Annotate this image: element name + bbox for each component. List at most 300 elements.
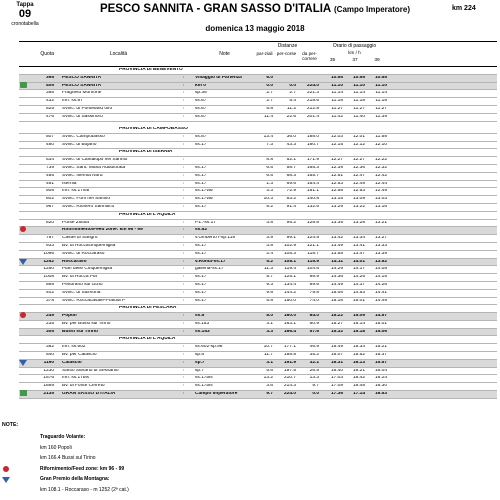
cell-note: ss.602-sp.98 bbox=[195, 345, 223, 350]
cell-quota: 378 bbox=[45, 298, 54, 303]
cell-time-3: 13.52 bbox=[374, 259, 387, 264]
cell-quota: 1669 bbox=[43, 384, 54, 389]
cell-quota: 534 bbox=[45, 158, 54, 163]
mountain-climb-icon bbox=[19, 359, 27, 365]
cell-localita: Bv. di Rocca Pia bbox=[62, 275, 97, 280]
col-distanze: Distanze bbox=[277, 43, 298, 49]
feed-zone-icon bbox=[19, 226, 27, 232]
cell-time-2: 13.41 bbox=[352, 243, 365, 248]
cell-time-2: 16.42 bbox=[352, 376, 365, 381]
cell-localita: Svinc. Sant. Maria Addolorata bbox=[62, 165, 126, 170]
stage-title: PESCO SANNITA - GRAN SASSO D'ITALIA bbox=[99, 3, 331, 15]
col-speed-3: 39 bbox=[374, 57, 380, 63]
cell-percorse: 150.0 bbox=[283, 298, 296, 303]
cell-parziali: 3.8 bbox=[266, 220, 273, 225]
cell-quota: 235 bbox=[45, 321, 54, 326]
cell-time-3: 11.58 bbox=[375, 134, 387, 139]
table-row bbox=[19, 196, 497, 204]
table-row bbox=[19, 251, 497, 259]
cell-direction-arrow: ↑ bbox=[182, 368, 185, 373]
cell-percorse: 95.2 bbox=[286, 220, 296, 225]
cell-quota: 1190 bbox=[43, 360, 54, 365]
cell-percorse: 125.1 bbox=[283, 275, 296, 280]
cell-da-percorrere: 98.9 bbox=[309, 275, 319, 280]
cell-percorse: 108.1 bbox=[283, 259, 296, 264]
cell-direction-arrow: ↑ bbox=[182, 314, 185, 319]
cell-direction-arrow: ↑ bbox=[182, 290, 185, 295]
cell-direction-arrow: ↑ bbox=[182, 243, 185, 248]
cell-parziali: 9.7 bbox=[266, 392, 273, 397]
table-row bbox=[19, 321, 497, 329]
col-orario: Orario di passaggio bbox=[332, 43, 377, 49]
cell-da-percorrere: 180.7 bbox=[306, 142, 319, 147]
note-icon-slot bbox=[2, 476, 18, 483]
cell-direction-arrow: ↑ bbox=[182, 106, 185, 111]
table-row bbox=[19, 375, 497, 383]
table-row bbox=[19, 383, 497, 391]
cell-percorse: 119.4 bbox=[284, 267, 296, 272]
row-icon bbox=[19, 82, 31, 91]
cell-direction-arrow: ↑ bbox=[182, 91, 185, 96]
cell-parziali: 9.8 bbox=[266, 290, 273, 295]
cell-note: ss.17bis bbox=[195, 384, 213, 389]
cell-time-2: 15.52 bbox=[352, 353, 365, 358]
cell-percorse: 102.9 bbox=[283, 243, 296, 248]
cell-direction-arrow: ↑ bbox=[182, 392, 185, 397]
cell-direction-arrow: ↑ bbox=[182, 298, 185, 303]
cell-note: ss.17 bbox=[195, 173, 207, 178]
cell-note: ss.17 bbox=[195, 142, 207, 147]
cell-time-1: 13.29 bbox=[330, 204, 343, 209]
cell-parziali: 6.6 bbox=[266, 165, 273, 170]
cell-time-1: 11.42 bbox=[331, 114, 343, 119]
cell-da-percorrere: 104.6 bbox=[306, 267, 319, 272]
cell-time-2: 13.09 bbox=[352, 197, 365, 202]
cell-parziali: 6.0 bbox=[266, 75, 273, 80]
cell-time-1: 14.36 bbox=[330, 275, 343, 280]
cell-time-1: 14.29 bbox=[330, 267, 343, 272]
cell-percorse: 197.5 bbox=[283, 368, 296, 373]
cell-percorse: 72.9 bbox=[286, 189, 296, 194]
cell-note: ss.87 bbox=[195, 99, 207, 104]
cell-quota: 1008 bbox=[43, 275, 54, 280]
cell-time-3: 14.08 bbox=[374, 267, 387, 272]
cell-da-percorrere: 140.8 bbox=[306, 197, 319, 202]
cell-direction-arrow: ↑ bbox=[182, 99, 185, 104]
table-row bbox=[19, 391, 497, 399]
cell-note: ss.17bis bbox=[195, 376, 213, 381]
cell-parziali: 2.7 bbox=[266, 99, 273, 104]
col-speed-1: 35 bbox=[329, 57, 336, 63]
cell-parziali: 10.3 bbox=[263, 197, 273, 202]
cell-time-2: 12.49 bbox=[352, 181, 365, 186]
stage-date: domenica 13 maggio 2018 bbox=[205, 23, 305, 33]
cell-note: sp.7 bbox=[195, 360, 205, 365]
table-row bbox=[19, 173, 497, 181]
cell-localita: Bv. di Roccacinquemiglia bbox=[62, 243, 116, 248]
cell-note: ss.17 bbox=[195, 181, 207, 186]
cell-note: ss.52 bbox=[195, 228, 208, 233]
table-row bbox=[19, 298, 497, 306]
cell-note: sp.36 bbox=[195, 91, 207, 96]
cell-parziali: 11.7 bbox=[264, 353, 273, 358]
cell-parziali: 13.2 bbox=[263, 376, 273, 381]
cell-da-percorrere: 212.8 bbox=[306, 106, 319, 111]
note-item bbox=[2, 443, 302, 454]
cell-localita: Isernia bbox=[62, 181, 77, 186]
cell-parziali: 1.3 bbox=[266, 181, 273, 186]
col-distanze-group bbox=[254, 42, 321, 66]
cell-percorse: 69.6 bbox=[286, 181, 296, 186]
cell-parziali: 5.7 bbox=[266, 275, 273, 280]
table-row bbox=[19, 290, 497, 298]
cell-quota: 2135 bbox=[43, 392, 54, 397]
note-text: Rifornimento/Feed zone: km 96 - 99 bbox=[40, 465, 125, 472]
table-row bbox=[19, 282, 497, 290]
cell-localita: Pian delle Cinquemiglia bbox=[62, 267, 113, 272]
cell-percorse: 22.6 bbox=[286, 114, 296, 119]
cell-time-1: 11.10 bbox=[331, 83, 343, 88]
cell-note: ss.17 bbox=[195, 282, 207, 287]
cell-percorse: 214.3 bbox=[283, 384, 296, 389]
note-icon-slot bbox=[2, 455, 18, 462]
cell-da-percorrere: 32.1 bbox=[309, 360, 319, 365]
stage-distance: km 224 bbox=[452, 5, 476, 12]
page-title bbox=[60, 4, 450, 33]
notes-list bbox=[2, 432, 302, 496]
cell-time-3: 12.49 bbox=[374, 189, 387, 194]
cell-time-1: 16.07 bbox=[330, 353, 343, 358]
note-text: km 166.4 Bussi sul Tirino bbox=[40, 455, 96, 462]
cell-da-percorrere: 64.0 bbox=[309, 314, 319, 319]
cell-direction-arrow: ↑ bbox=[182, 321, 185, 326]
cell-percorse: 68.3 bbox=[286, 173, 296, 178]
cell-percorse: 210.7 bbox=[283, 376, 296, 381]
cell-time-2: 15.34 bbox=[352, 345, 365, 350]
cell-localita: Ponte Zittola bbox=[62, 220, 89, 225]
cell-direction-arrow: ↑ bbox=[182, 158, 185, 163]
cell-percorse: 177.1 bbox=[283, 345, 296, 350]
cell-time-1: 11.14 bbox=[331, 91, 343, 96]
cell-note: ss.17 bbox=[195, 290, 207, 295]
cell-percorse: 191.9 bbox=[283, 360, 296, 365]
cell-localita: Santo Stefano di Sessanio bbox=[62, 368, 119, 373]
cell-time-3: 14.26 bbox=[374, 282, 387, 287]
cell-da-percorrere: 218.6 bbox=[306, 99, 319, 104]
col-percorse: per-corse bbox=[276, 51, 297, 56]
cell-localita: Svinc. di Sassinoro bbox=[62, 114, 103, 119]
province-label: PROVINCIA DI CAMPOBASSO bbox=[119, 126, 188, 131]
feed-zone-icon bbox=[2, 466, 10, 472]
cell-parziali: 13.4 bbox=[263, 134, 273, 139]
cell-da-percorrere: 128.8 bbox=[306, 220, 319, 225]
cell-parziali: 11.3 bbox=[264, 267, 273, 272]
cell-quota: 1096 bbox=[43, 251, 54, 256]
cell-time-3: 13.03 bbox=[374, 197, 387, 202]
cell-direction-arrow: ↑ bbox=[182, 329, 185, 334]
cell-localita: Popoli bbox=[62, 314, 77, 319]
province-label: PROVINCIA DI PESCARA bbox=[119, 306, 177, 311]
cell-quota: 476 bbox=[45, 114, 54, 119]
cell-time-3: 16.30 bbox=[374, 384, 387, 389]
cell-quota: 540 bbox=[45, 353, 54, 358]
cell-localita: Inn. ss.87 bbox=[62, 99, 83, 104]
cell-time-3: 12.32 bbox=[374, 165, 387, 170]
cell-time-1: 13.55 bbox=[330, 251, 343, 256]
row-icon bbox=[19, 312, 31, 321]
cell-direction-arrow: ↑ bbox=[182, 181, 185, 186]
cell-time-3: 15.06 bbox=[374, 329, 387, 334]
cell-direction-arrow: ↑ bbox=[182, 259, 185, 264]
cell-direction-arrow: ↑ bbox=[182, 251, 185, 256]
cell-time-1: 12.03 bbox=[330, 134, 343, 139]
cell-direction-arrow: ↑ bbox=[182, 353, 185, 358]
cell-localita: GRAN SASSO D'ITALIA bbox=[62, 392, 116, 397]
cell-da-percorrere: 35.2 bbox=[309, 353, 319, 358]
cell-time-2: 12.01 bbox=[352, 134, 365, 139]
cell-time-1: 17.03 bbox=[330, 376, 343, 381]
cell-time-1: 13.15 bbox=[330, 197, 343, 202]
cell-time-1: 14.49 bbox=[330, 282, 343, 287]
cell-da-percorrere: 60.9 bbox=[309, 321, 319, 326]
col-quota: Quota bbox=[40, 51, 54, 57]
cell-parziali: 3.1 bbox=[266, 321, 273, 326]
cell-time-1: 12.27 bbox=[330, 158, 343, 163]
cell-parziali: 0.0 bbox=[266, 83, 273, 88]
note-text: km 108.1 - Roccaraso - m 1252 (2ª cat.) bbox=[40, 486, 129, 493]
cell-quota: 569 bbox=[45, 282, 54, 287]
cell-percorse: 2.7 bbox=[289, 91, 296, 96]
cell-time-2: 12.12 bbox=[352, 142, 365, 147]
cell-localita: Svinc. Roccacasale-Pratola P bbox=[62, 298, 126, 303]
row-icon bbox=[19, 258, 31, 267]
cell-da-percorrere: 154.4 bbox=[306, 181, 319, 186]
timetable bbox=[19, 41, 497, 399]
cell-parziali: 8.8 bbox=[266, 158, 273, 163]
tappa-type: cronotabella bbox=[11, 21, 39, 27]
cell-time-2: 15.09 bbox=[352, 314, 365, 319]
cell-da-percorrere: 121.1 bbox=[306, 243, 319, 248]
table-row bbox=[19, 204, 497, 212]
cell-localita: Castel di Sangro bbox=[62, 236, 98, 241]
cell-note: ss.87 bbox=[195, 106, 207, 111]
cell-time-2: 12.27 bbox=[352, 158, 365, 163]
cell-time-3: 12.42 bbox=[374, 173, 387, 178]
cell-time-3: 13.39 bbox=[374, 251, 387, 256]
cell-note: v.Umberto I-sp.119 bbox=[195, 236, 236, 241]
cell-time-2: 12.36 bbox=[352, 165, 365, 170]
table-row bbox=[19, 243, 497, 251]
cell-time-1: 17.36 bbox=[330, 392, 343, 397]
cell-direction-arrow: ↑ bbox=[182, 228, 185, 233]
cell-localita: Inn. ss.602 bbox=[62, 345, 86, 350]
cell-time-3: 15.21 bbox=[374, 345, 387, 350]
cell-da-percorrere: 89.6 bbox=[309, 282, 319, 287]
cell-note: ss.17 bbox=[195, 275, 207, 280]
cell-percorse: 188.8 bbox=[283, 353, 296, 358]
cell-note: P.L.-ss.17 bbox=[195, 220, 216, 225]
cell-da-percorrere: 201.4 bbox=[306, 114, 319, 119]
table-row bbox=[19, 313, 497, 321]
mountain-climb-icon bbox=[2, 476, 10, 482]
cell-localita: PESCO SANNITA bbox=[62, 83, 102, 88]
cell-time-3: 14.15 bbox=[374, 275, 387, 280]
cell-direction-arrow: ↑ bbox=[182, 189, 185, 194]
cell-time-1: 11.27 bbox=[331, 106, 343, 111]
cell-da-percorrere: 165.3 bbox=[306, 165, 319, 170]
cell-time-3: 14.41 bbox=[374, 290, 387, 295]
cell-da-percorrere: 57.6 bbox=[309, 329, 319, 334]
cell-da-percorrere: 74.0 bbox=[309, 298, 319, 303]
cell-percorse: 83.2 bbox=[286, 197, 296, 202]
cell-direction-arrow: ↑ bbox=[182, 204, 185, 209]
table-row bbox=[19, 274, 497, 282]
cell-note: Villaggio di Partenza bbox=[195, 75, 242, 80]
note-icon-slot bbox=[2, 487, 18, 494]
cell-time-3: 13.33 bbox=[374, 243, 387, 248]
col-orario-group bbox=[321, 42, 388, 66]
cell-quota: 461 bbox=[45, 181, 54, 186]
cell-note: ss.17 bbox=[195, 243, 207, 248]
note-icon-slot bbox=[2, 434, 18, 441]
cell-percorse: 52.1 bbox=[286, 158, 296, 163]
cell-da-percorrere: 155.7 bbox=[306, 173, 319, 178]
cell-time-2: 16.21 bbox=[352, 368, 365, 373]
note-text: Traguardo Volante: bbox=[40, 434, 86, 440]
cell-time-3: 16.24 bbox=[374, 376, 387, 381]
cell-localita: Rifornimento/Feed zone: km 96 - 99 bbox=[62, 228, 143, 233]
table-row bbox=[19, 368, 497, 376]
cell-percorse: 0.0 bbox=[289, 83, 296, 88]
cell-quota: 382 bbox=[45, 345, 54, 350]
cell-note: ss.153 bbox=[195, 321, 210, 326]
cell-parziali: 5.6 bbox=[266, 368, 273, 373]
cell-localita: Bv. di Fonte Cerreto bbox=[62, 384, 105, 389]
col-parziali: par-ziali bbox=[256, 51, 273, 56]
tappa-number: 09 bbox=[18, 8, 32, 20]
cell-direction-arrow: ↑ bbox=[182, 114, 185, 119]
cell-parziali: 3.6 bbox=[266, 384, 273, 389]
table-row bbox=[19, 106, 497, 114]
cell-da-percorrere: 151.1 bbox=[306, 189, 319, 194]
cell-time-2: 17.14 bbox=[352, 392, 365, 397]
cell-time-3: 15.57 bbox=[374, 360, 387, 365]
cell-percorse: 105.3 bbox=[283, 251, 296, 256]
cell-time-3: 15.37 bbox=[374, 353, 387, 358]
cell-time-2: 13.28 bbox=[352, 220, 365, 225]
notes-title: NOTE: bbox=[2, 422, 19, 428]
cell-localita: Bv. per Calascio bbox=[62, 353, 97, 358]
cell-note: ss.17var bbox=[195, 189, 214, 194]
row-icon bbox=[19, 226, 31, 235]
cell-localita: Svinc. Isernia Nord bbox=[62, 173, 103, 178]
cell-parziali: 8.2 bbox=[266, 204, 273, 209]
cell-da-percorrere: 188.0 bbox=[306, 134, 319, 139]
cell-time-2: 14.37 bbox=[352, 282, 365, 287]
cell-time-3: 14.57 bbox=[374, 314, 387, 319]
cell-note: km 0 bbox=[195, 83, 206, 88]
table-row bbox=[19, 220, 497, 228]
cell-note: ss.5 bbox=[195, 314, 205, 319]
cell-da-percorrere: 224.0 bbox=[306, 83, 319, 88]
cell-time-2: 14.25 bbox=[352, 275, 365, 280]
cell-time-1: 15.32 bbox=[330, 329, 343, 334]
cell-time-3: 14.49 bbox=[374, 298, 387, 303]
feed-zone-icon bbox=[19, 312, 27, 318]
cell-parziali: 2.4 bbox=[266, 251, 273, 256]
province-label: PROVINCIA DI L'AQUILA bbox=[119, 212, 176, 217]
cell-percorse: 166.4 bbox=[283, 329, 296, 334]
cell-quota: 1252 bbox=[43, 259, 54, 264]
cell-localita: Bv. per Bussi sul Tirino bbox=[62, 321, 111, 326]
cell-da-percorrere: 132.6 bbox=[306, 204, 319, 209]
tappa-label: Tappa bbox=[16, 2, 34, 8]
cell-percorse: 163.1 bbox=[283, 321, 296, 326]
note-text: Gran Premio della Montagna: bbox=[40, 476, 110, 483]
cell-direction-arrow: ↑ bbox=[182, 83, 185, 88]
note-icon-slot bbox=[2, 466, 18, 473]
cell-da-percorrere: 221.3 bbox=[306, 91, 319, 96]
cell-quota: 395 bbox=[45, 75, 54, 80]
cell-quota: 485 bbox=[45, 173, 54, 178]
cell-da-percorrere: 0.0 bbox=[312, 392, 319, 397]
cell-percorse: 5.4 bbox=[289, 99, 296, 104]
table-row bbox=[19, 165, 497, 173]
cell-localita: Svinc. di Sulmona bbox=[62, 290, 101, 295]
cell-parziali: 3.1 bbox=[266, 360, 273, 365]
cell-note: sp.8 bbox=[195, 353, 205, 358]
col-da-percorrere: da per-correre bbox=[302, 51, 317, 62]
cell-direction-arrow: ↑ bbox=[182, 275, 185, 280]
cell-note: ss.17 bbox=[195, 251, 207, 256]
table-row bbox=[19, 329, 497, 337]
table-row bbox=[19, 98, 497, 106]
cell-da-percorrere: 26.5 bbox=[309, 368, 319, 373]
cell-quota: 967 bbox=[45, 204, 54, 209]
cell-quota: 402 bbox=[45, 290, 54, 295]
cell-quota: 739 bbox=[45, 165, 54, 170]
cell-time-1: 17.09 bbox=[330, 384, 343, 389]
cell-localita: Svinc. di Cantalupo nel Sannio bbox=[62, 158, 128, 163]
cell-percorse: 144.2 bbox=[283, 290, 296, 295]
notes-section bbox=[2, 423, 302, 496]
cell-time-1: 13.49 bbox=[330, 243, 343, 248]
cell-note: ss.17 bbox=[195, 298, 207, 303]
cell-parziali: 3.8 bbox=[266, 243, 273, 248]
note-icon-slot bbox=[2, 445, 18, 452]
cell-localita: PESCO SANNITA bbox=[62, 75, 102, 80]
cell-time-2: 12.53 bbox=[352, 189, 365, 194]
cell-time-1: 11.18 bbox=[331, 99, 343, 104]
cell-quota: 933 bbox=[45, 243, 54, 248]
cell-direction-arrow: ↑ bbox=[182, 173, 185, 178]
cell-direction-arrow: ↑ bbox=[182, 267, 185, 272]
cell-localita: Svinc. di Ponteland olfo bbox=[62, 106, 113, 111]
table-row bbox=[19, 235, 497, 243]
cell-time-3: 16.04 bbox=[374, 368, 387, 373]
cell-time-1: 15.27 bbox=[330, 321, 343, 326]
cell-da-percorrere: 46.9 bbox=[309, 345, 319, 350]
cell-localita: Inn. ss.17var bbox=[62, 189, 90, 194]
cell-direction-arrow: ↑ bbox=[182, 220, 185, 225]
cell-percorse: 58.7 bbox=[286, 165, 296, 170]
province-row bbox=[19, 212, 497, 220]
table-body bbox=[19, 67, 497, 399]
cell-direction-arrow: ↑ bbox=[182, 197, 185, 202]
cell-time-2: 15.01 bbox=[352, 298, 365, 303]
note-item bbox=[2, 485, 302, 496]
cell-localita: Svinc. Forlì nel Sannio bbox=[62, 197, 110, 202]
